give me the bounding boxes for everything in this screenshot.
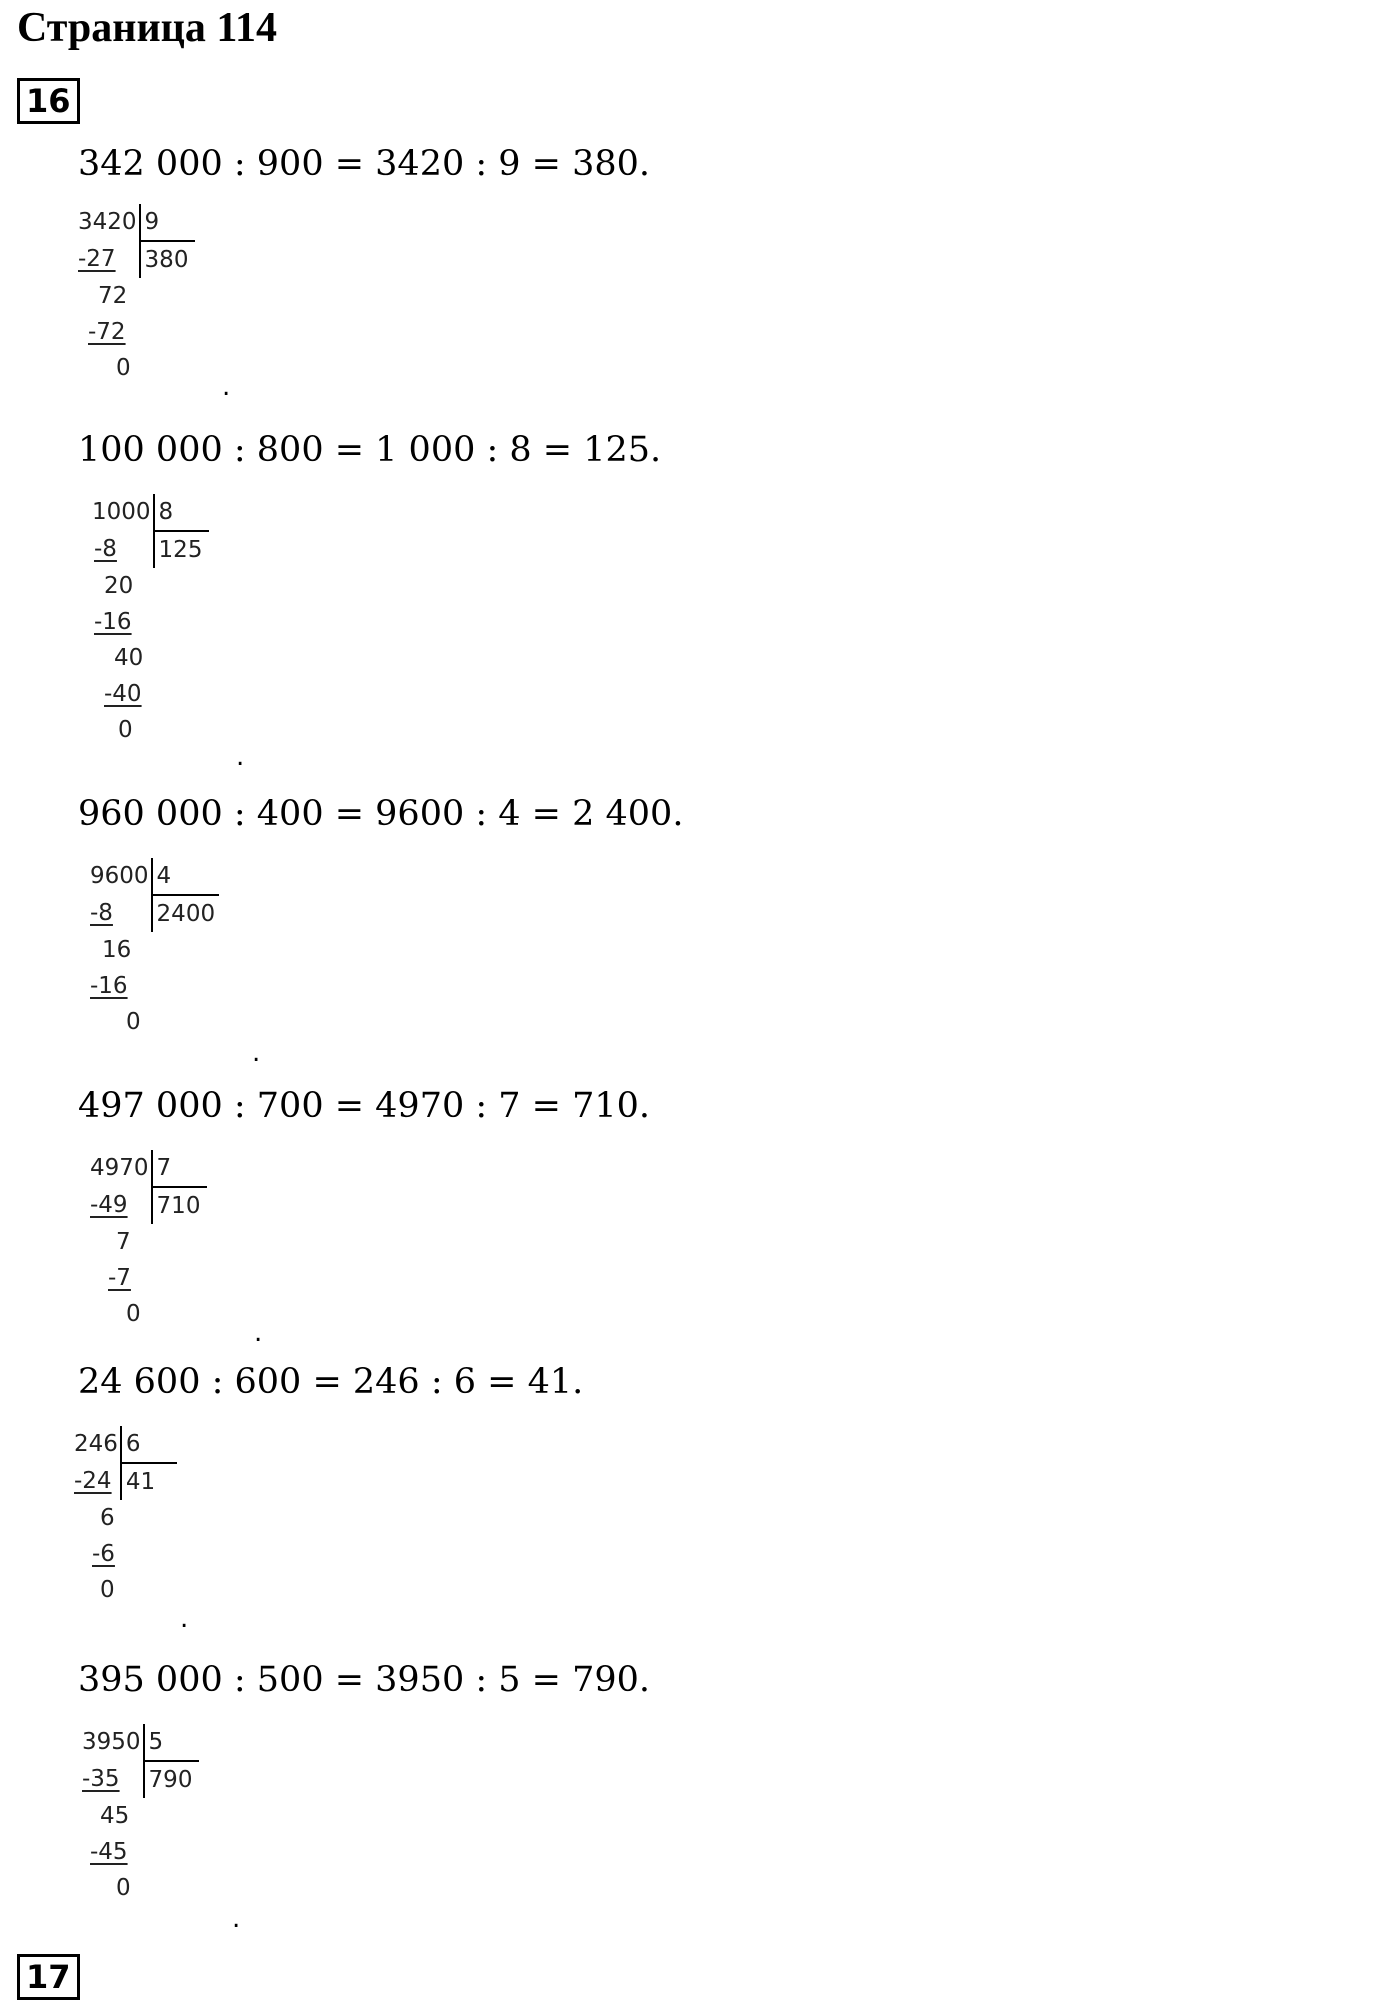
long-division — [78, 204, 195, 386]
equation: 100 000 : 800 = 1 000 : 8 = 125. — [78, 430, 662, 470]
subtrahend: -6 — [92, 1541, 115, 1567]
trailing-dot: . — [252, 1038, 261, 1068]
dividend: 9600 — [90, 863, 149, 889]
remainder: 72 — [98, 283, 128, 309]
trailing-dot: . — [254, 1318, 263, 1348]
remainder: 20 — [104, 573, 134, 599]
subtrahend: -35 — [82, 1766, 120, 1792]
equation: 342 000 : 900 = 3420 : 9 = 380. — [78, 144, 651, 184]
remainder: 0 — [116, 1875, 131, 1901]
divisor: 7 — [152, 1150, 208, 1187]
equation: 24 600 : 600 = 246 : 6 = 41. — [78, 1362, 584, 1402]
remainder: 0 — [116, 355, 131, 381]
subtrahend: -40 — [104, 681, 142, 707]
remainder: 0 — [118, 717, 133, 743]
remainder: 45 — [100, 1803, 130, 1829]
long-division — [92, 494, 209, 748]
remainder: 40 — [114, 645, 144, 671]
trailing-dot: . — [222, 372, 231, 402]
long-division — [74, 1426, 177, 1608]
divisor: 6 — [121, 1426, 177, 1463]
task-number-16: 16 — [17, 78, 80, 124]
divisor: 5 — [144, 1724, 200, 1761]
task-number-17: 17 — [17, 1954, 80, 2000]
equation: 960 000 : 400 = 9600 : 4 = 2 400. — [78, 794, 684, 834]
subtrahend: -8 — [94, 536, 117, 562]
page-title: Страница 114 — [17, 5, 278, 51]
remainder: 7 — [116, 1229, 131, 1255]
trailing-dot: . — [236, 742, 245, 772]
equation: 395 000 : 500 = 3950 : 5 = 790. — [78, 1660, 651, 1700]
subtrahend: -16 — [90, 973, 128, 999]
subtrahend: -49 — [90, 1192, 128, 1218]
quotient: 790 — [144, 1761, 200, 1798]
divisor: 9 — [140, 204, 196, 241]
subtrahend: -24 — [74, 1468, 112, 1494]
quotient: 380 — [140, 241, 196, 278]
long-division — [90, 1150, 207, 1332]
divisor: 8 — [154, 494, 210, 531]
subtrahend: -7 — [108, 1265, 131, 1291]
dividend: 3950 — [82, 1729, 141, 1755]
quotient: 125 — [154, 531, 210, 568]
remainder: 0 — [126, 1301, 141, 1327]
long-division — [82, 1724, 199, 1906]
quotient: 41 — [121, 1463, 177, 1500]
divisor: 4 — [152, 858, 220, 895]
remainder: 0 — [100, 1577, 115, 1603]
dividend: 1000 — [92, 499, 151, 525]
dividend: 3420 — [78, 209, 137, 235]
quotient: 2400 — [152, 895, 220, 932]
subtrahend: -16 — [94, 609, 132, 635]
trailing-dot: . — [180, 1604, 189, 1634]
subtrahend: -27 — [78, 246, 116, 272]
long-division — [90, 858, 219, 1040]
quotient: 710 — [152, 1187, 208, 1224]
remainder: 6 — [100, 1505, 115, 1531]
dividend: 4970 — [90, 1155, 149, 1181]
dividend: 246 — [74, 1431, 118, 1457]
subtrahend: -45 — [90, 1839, 128, 1865]
subtrahend: -8 — [90, 900, 113, 926]
subtrahend: -72 — [88, 319, 126, 345]
remainder: 0 — [126, 1009, 141, 1035]
trailing-dot: . — [232, 1904, 241, 1934]
equation: 497 000 : 700 = 4970 : 7 = 710. — [78, 1086, 651, 1126]
remainder: 16 — [102, 937, 132, 963]
